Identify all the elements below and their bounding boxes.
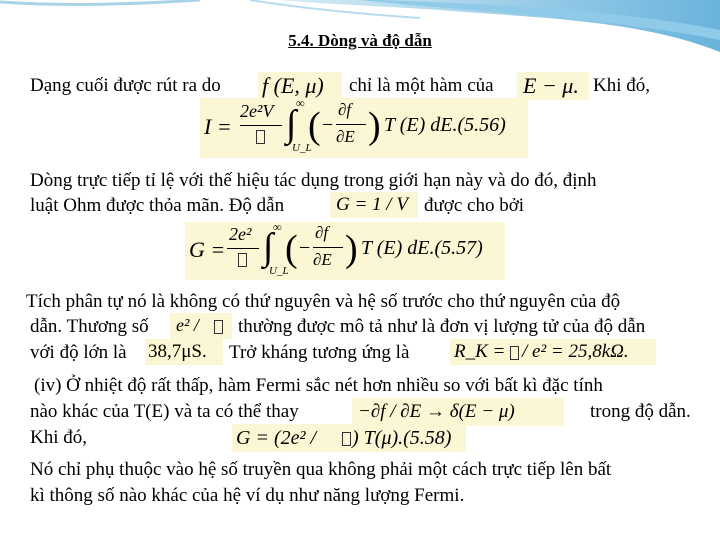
text-para2-line2-end: được cho bởi [424,195,525,216]
equation-5-57: G = 2e² ∞ ∫ U_L ( − ∂f ∂E ) T (E) dE.(5.57) [185,222,505,280]
text-para4-line2b: trong độ dẫn. [590,401,691,422]
text-para3-line1: Tích phân tự nó là không có thứ nguyên và hệ số trước cho thứ nguyên của độ [26,291,621,312]
text-para5-line2: kì thông số nào khác của hệ ví dụ như năng lượng Fermi. [30,485,465,506]
math-f-e-mu: f (E, μ) [258,72,342,100]
math-resistance-quantum: R_K = / e² = 25,8kΩ. [450,339,656,365]
math-e-minus-mu: E − μ. [517,72,589,100]
equation-5-58: G = (2e² / ) T(μ).(5.58) [232,424,466,452]
text-para2-line2: luật Ohm được thỏa mãn. Độ dẫn [30,195,285,216]
text-para5-line1: Nó chỉ phụ thuộc vào hệ số truyền qua không phải một cách trực tiếp lên bất [30,459,612,480]
text-line-1a: Dạng cuối được rút ra do [30,75,221,96]
math-g-def: G = 1 / V [330,192,418,218]
page-title: 5.4. Dòng và độ dẫn [288,31,432,50]
text-line-1b: chỉ là một hàm của [349,75,494,96]
text-para3-line2b: thường được mô tả như là đơn vị lượng tử của độ dẫn [238,316,646,337]
text-para2-line1: Dòng trực tiếp tỉ lệ với thế hiệu tác dụng trong giới hạn này và do đó, định [30,170,597,191]
text-para4-line3: Khi đó, [30,427,87,448]
text-line-1c: Khi đó, [593,75,650,96]
text-para4-line1: (iv) Ở nhiệt độ rất thấp, hàm Fermi sắc nét hơn nhiều so với bất kì đặc tính [34,375,603,396]
math-conductance-quantum-value: 38,7μS. [145,339,223,365]
text-para3-line3b: Trở kháng tương ứng là [229,342,410,363]
equation-5-56: I = 2e²V ∞ ∫ U_L ( − ∂f ∂E ) T (E) dE.(5.56) [200,98,528,158]
math-delta-substitution: −∂f / ∂E → δ(E − μ) [352,398,564,426]
text-para3-line2a: dẫn. Thương số [30,316,149,337]
math-e2-over-h: e² / [170,313,232,339]
text-para3-line3a: với độ lớn là [30,342,127,363]
text-para4-line2a: nào khác của T(E) và ta có thể thay [30,401,299,422]
